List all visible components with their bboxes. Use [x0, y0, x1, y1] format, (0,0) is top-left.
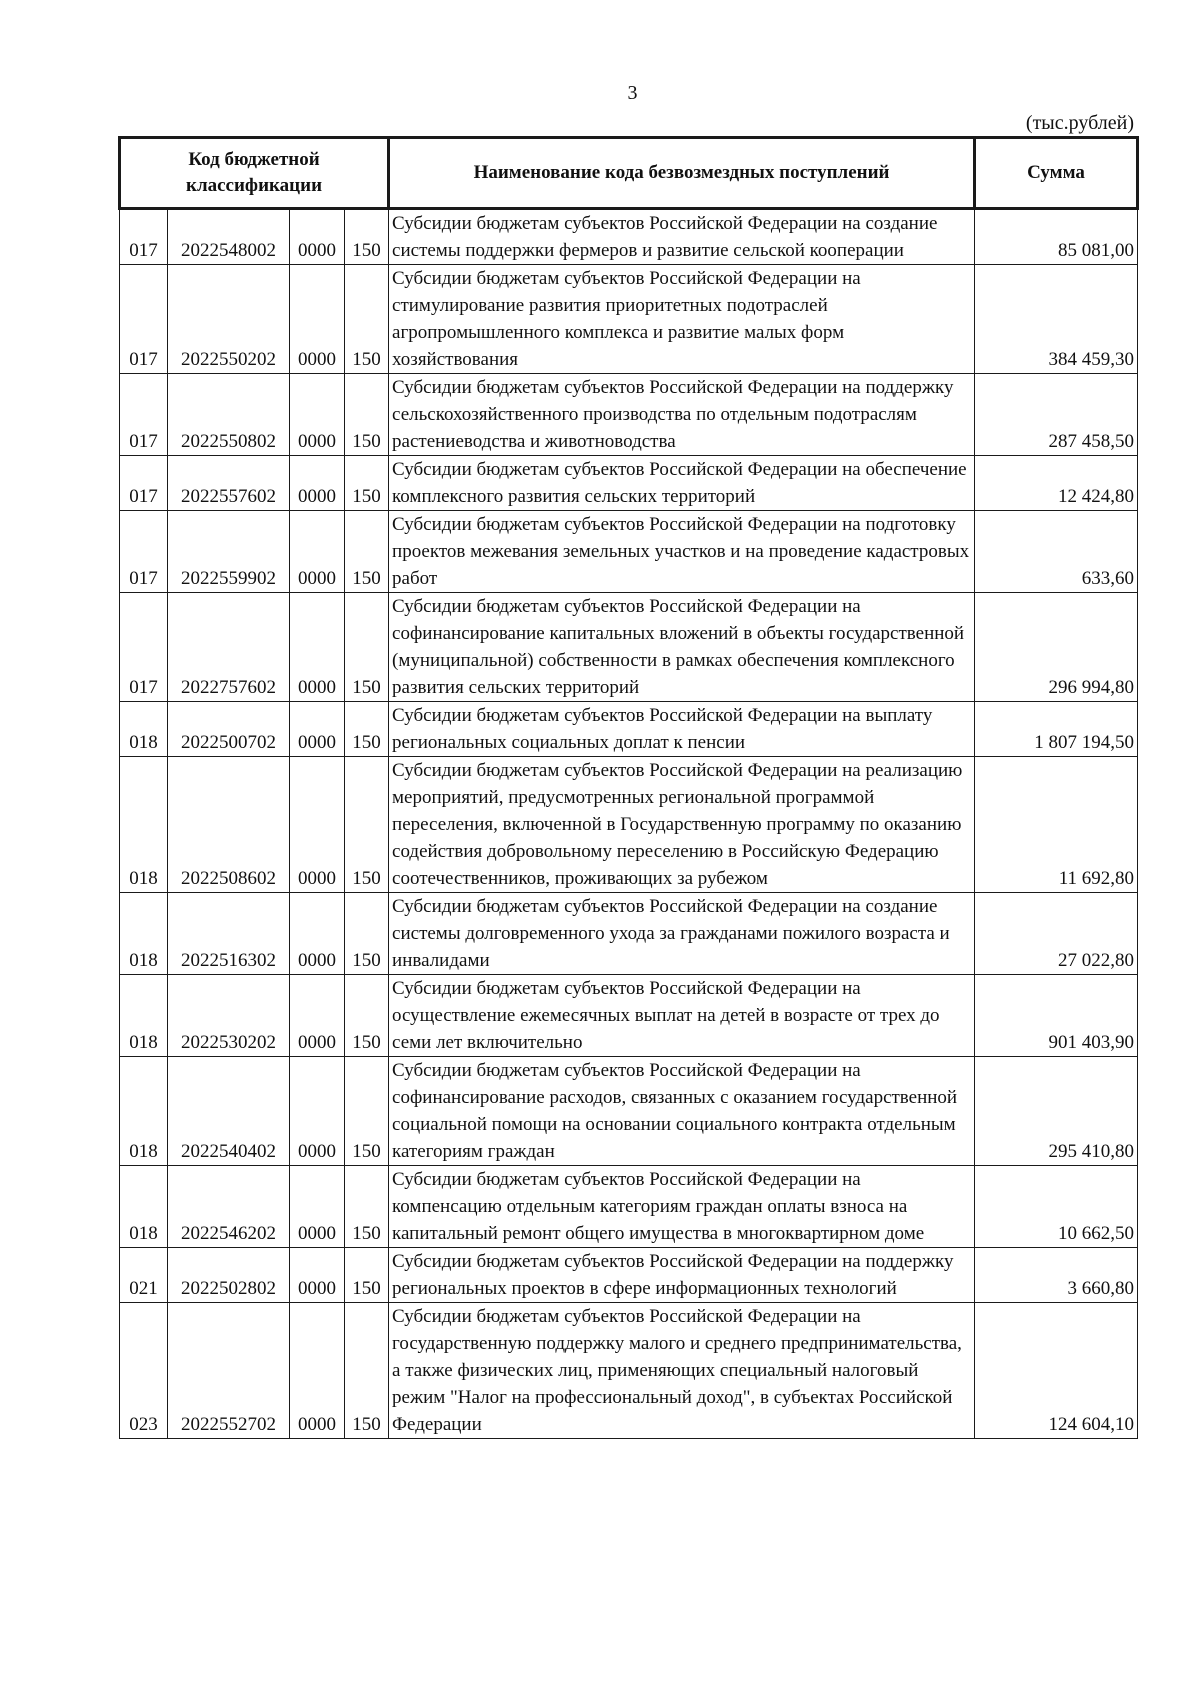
classification-code-cell: 2022559902 [168, 511, 290, 593]
kosgu-code-cell: 150 [345, 1166, 389, 1248]
table-row [120, 893, 1138, 975]
revenue-name-cell: Субсидии бюджетам субъектов Российской Федерации на государственную поддержку малого и среднего предпринимательства, а также физических лиц, применяющих специальный налоговый режим "Налог на профессиональный доход", в субъектах Российской Федерации [389, 1303, 975, 1439]
budget-table [118, 136, 1139, 1439]
classification-code-cell: 2022540402 [168, 1057, 290, 1166]
admin-code-cell: 018 [120, 702, 168, 757]
header-sum: Сумма [975, 138, 1138, 209]
table-row [120, 511, 1138, 593]
program-code-cell: 0000 [290, 209, 345, 265]
program-code-cell: 0000 [290, 456, 345, 511]
sum-cell: 1 807 194,50 [975, 702, 1138, 757]
program-code-cell: 0000 [290, 975, 345, 1057]
classification-code-cell: 2022550802 [168, 374, 290, 456]
classification-code-cell: 2022548002 [168, 209, 290, 265]
program-code-cell: 0000 [290, 702, 345, 757]
admin-code-cell: 017 [120, 456, 168, 511]
table-row [120, 265, 1138, 374]
sum-cell: 3 660,80 [975, 1248, 1138, 1303]
program-code-cell: 0000 [290, 1248, 345, 1303]
revenue-name-cell: Субсидии бюджетам субъектов Российской Федерации на поддержку региональных проектов в сфере информационных технологий [389, 1248, 975, 1303]
sum-cell: 384 459,30 [975, 265, 1138, 374]
admin-code-cell: 018 [120, 975, 168, 1057]
admin-code-cell: 017 [120, 511, 168, 593]
revenue-name-cell: Субсидии бюджетам субъектов Российской Федерации на выплату региональных социальных доплат к пенсии [389, 702, 975, 757]
sum-cell: 12 424,80 [975, 456, 1138, 511]
table-header-row [120, 138, 1138, 209]
classification-code-cell: 2022552702 [168, 1303, 290, 1439]
program-code-cell: 0000 [290, 893, 345, 975]
table-row [120, 975, 1138, 1057]
table-row [120, 1248, 1138, 1303]
classification-code-cell: 2022500702 [168, 702, 290, 757]
revenue-name-cell: Субсидии бюджетам субъектов Российской Федерации на поддержку сельскохозяйственного производства по отдельным подотраслям растениеводства и животноводства [389, 374, 975, 456]
table-row [120, 1057, 1138, 1166]
sum-cell: 633,60 [975, 511, 1138, 593]
program-code-cell: 0000 [290, 593, 345, 702]
sum-cell: 901 403,90 [975, 975, 1138, 1057]
classification-code-cell: 2022550202 [168, 265, 290, 374]
program-code-cell: 0000 [290, 1057, 345, 1166]
admin-code-cell: 018 [120, 1166, 168, 1248]
kosgu-code-cell: 150 [345, 1303, 389, 1439]
admin-code-cell: 018 [120, 1057, 168, 1166]
table-row [120, 702, 1138, 757]
admin-code-cell: 017 [120, 593, 168, 702]
revenue-name-cell: Субсидии бюджетам субъектов Российской Федерации на создание системы поддержки фермеров и развитие сельской кооперации [389, 209, 975, 265]
kosgu-code-cell: 150 [345, 593, 389, 702]
classification-code-cell: 2022557602 [168, 456, 290, 511]
admin-code-cell: 018 [120, 757, 168, 893]
table-row [120, 593, 1138, 702]
kosgu-code-cell: 150 [345, 456, 389, 511]
sum-cell: 10 662,50 [975, 1166, 1138, 1248]
kosgu-code-cell: 150 [345, 511, 389, 593]
header-code: Код бюджетной классификации [120, 138, 389, 209]
revenue-name-cell: Субсидии бюджетам субъектов Российской Федерации на софинансирование капитальных вложений в объекты государственной (муниципальной) собственности в рамках обеспечения комплексного развития сельских территорий [389, 593, 975, 702]
admin-code-cell: 017 [120, 374, 168, 456]
program-code-cell: 0000 [290, 1166, 345, 1248]
table-row [120, 1166, 1138, 1248]
revenue-name-cell: Субсидии бюджетам субъектов Российской Федерации на стимулирование развития приоритетных подотраслей агропромышленного комплекса и развитие малых форм хозяйствования [389, 265, 975, 374]
table-row [120, 374, 1138, 456]
sum-cell: 85 081,00 [975, 209, 1138, 265]
header-name: Наименование кода безвозмездных поступлений [389, 138, 975, 209]
revenue-name-cell: Субсидии бюджетам субъектов Российской Федерации на компенсацию отдельным категориям граждан оплаты взноса на капитальный ремонт общего имущества в многоквартирном доме [389, 1166, 975, 1248]
kosgu-code-cell: 150 [345, 975, 389, 1057]
classification-code-cell: 2022530202 [168, 975, 290, 1057]
revenue-name-cell: Субсидии бюджетам субъектов Российской Федерации на софинансирование расходов, связанных с оказанием государственной социальной помощи на основании социального контракта отдельным категориям граждан [389, 1057, 975, 1166]
revenue-name-cell: Субсидии бюджетам субъектов Российской Федерации на обеспечение комплексного развития сельских территорий [389, 456, 975, 511]
admin-code-cell: 023 [120, 1303, 168, 1439]
kosgu-code-cell: 150 [345, 702, 389, 757]
kosgu-code-cell: 150 [345, 757, 389, 893]
classification-code-cell: 2022546202 [168, 1166, 290, 1248]
admin-code-cell: 018 [120, 893, 168, 975]
admin-code-cell: 021 [120, 1248, 168, 1303]
kosgu-code-cell: 150 [345, 209, 389, 265]
sum-cell: 287 458,50 [975, 374, 1138, 456]
kosgu-code-cell: 150 [345, 1248, 389, 1303]
kosgu-code-cell: 150 [345, 893, 389, 975]
table-row [120, 209, 1138, 265]
sum-cell: 27 022,80 [975, 893, 1138, 975]
admin-code-cell: 017 [120, 265, 168, 374]
sum-cell: 124 604,10 [975, 1303, 1138, 1439]
kosgu-code-cell: 150 [345, 1057, 389, 1166]
table-row [120, 757, 1138, 893]
kosgu-code-cell: 150 [345, 265, 389, 374]
revenue-name-cell: Субсидии бюджетам субъектов Российской Федерации на подготовку проектов межевания земельных участков и на проведение кадастровых работ [389, 511, 975, 593]
revenue-name-cell: Субсидии бюджетам субъектов Российской Федерации на осуществление ежемесячных выплат на детей в возрасте от трех до семи лет включительно [389, 975, 975, 1057]
program-code-cell: 0000 [290, 757, 345, 893]
classification-code-cell: 2022516302 [168, 893, 290, 975]
program-code-cell: 0000 [290, 374, 345, 456]
sum-cell: 295 410,80 [975, 1057, 1138, 1166]
page-number: 3 [627, 82, 638, 104]
program-code-cell: 0000 [290, 511, 345, 593]
revenue-name-cell: Субсидии бюджетам субъектов Российской Федерации на создание системы долговременного ухода за гражданами пожилого возраста и инвалидами [389, 893, 975, 975]
table-row [120, 456, 1138, 511]
revenue-name-cell: Субсидии бюджетам субъектов Российской Федерации на реализацию мероприятий, предусмотренных региональной программой переселения, включенной в Государственную программу по оказанию содействия добровольному переселению в Российскую Федерацию соотечественников, проживающих за рубежом [389, 757, 975, 893]
classification-code-cell: 2022502802 [168, 1248, 290, 1303]
program-code-cell: 0000 [290, 265, 345, 374]
sum-cell: 11 692,80 [975, 757, 1138, 893]
table-row [120, 1303, 1138, 1439]
program-code-cell: 0000 [290, 1303, 345, 1439]
classification-code-cell: 2022757602 [168, 593, 290, 702]
sum-cell: 296 994,80 [975, 593, 1138, 702]
classification-code-cell: 2022508602 [168, 757, 290, 893]
admin-code-cell: 017 [120, 209, 168, 265]
kosgu-code-cell: 150 [345, 374, 389, 456]
units-label: (тыс.рублей) [1025, 112, 1134, 134]
